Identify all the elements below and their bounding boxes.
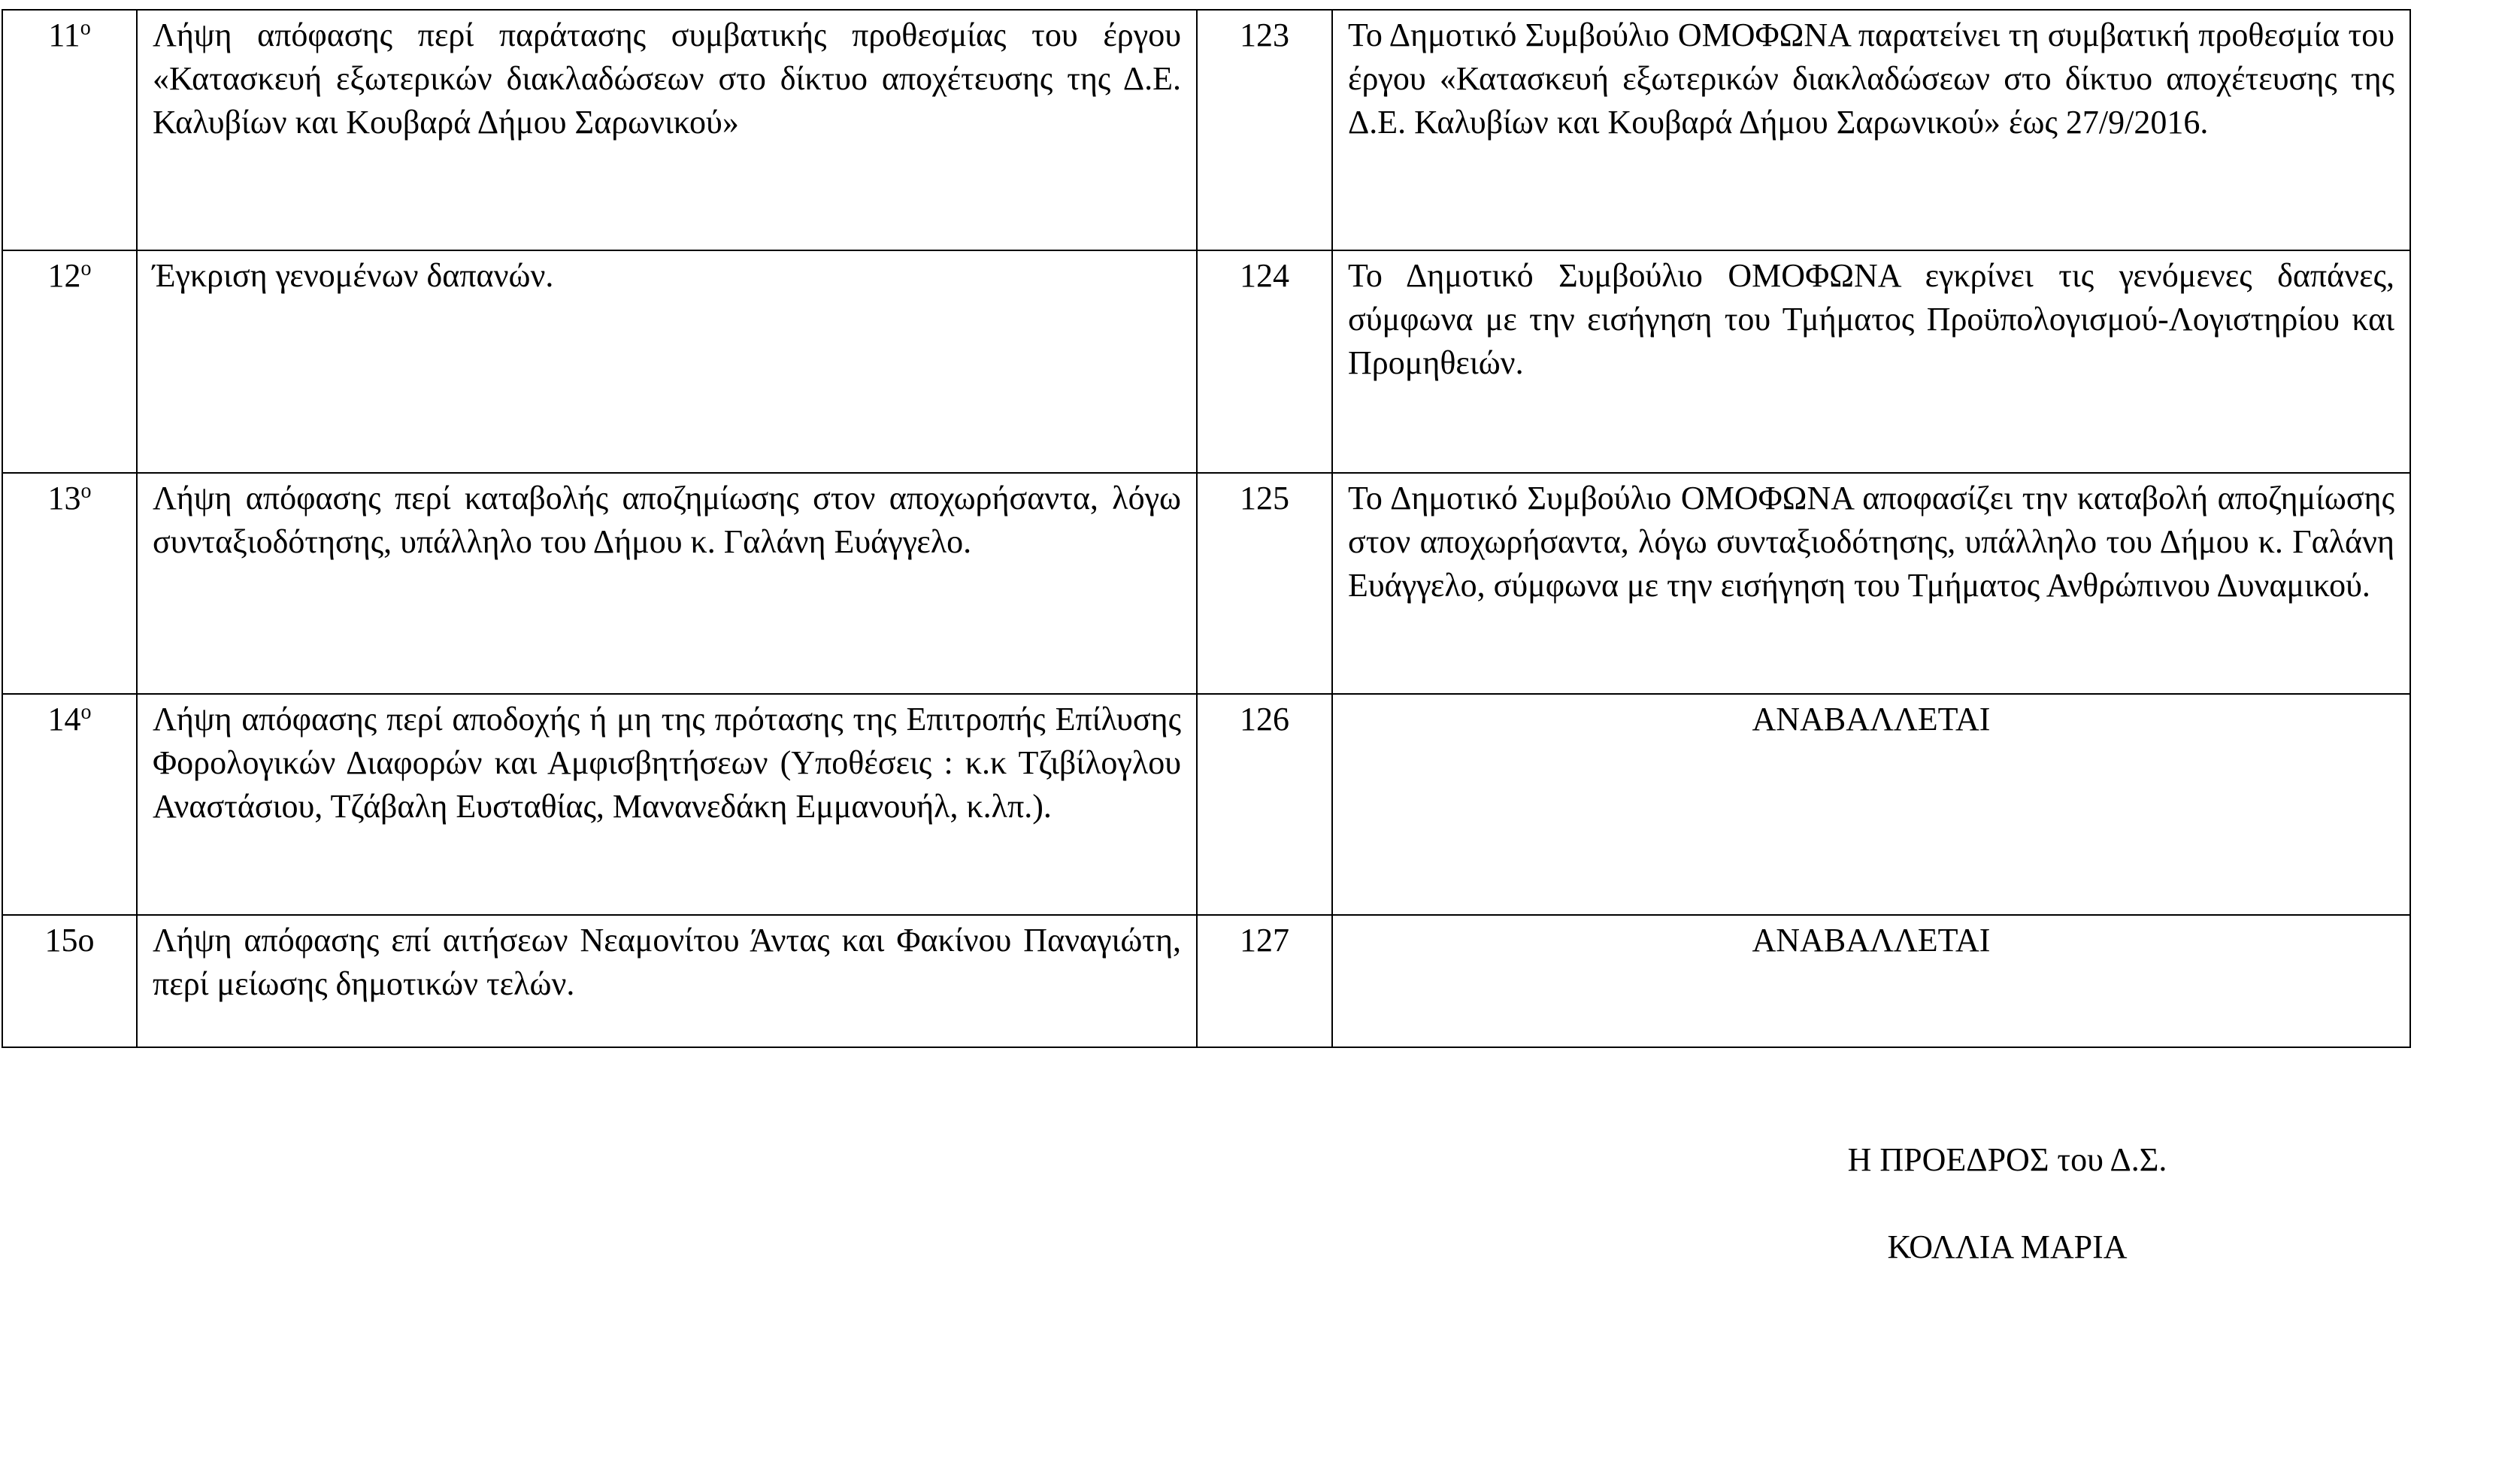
decision-number: 125	[1197, 473, 1332, 694]
decision-text: Το Δημοτικό Συμβούλιο ΟΜΟΦΩΝΑ αποφασίζει την καταβολή αποζημίωσης στον αποχωρήσαντα, λόγω συνταξιοδότησης, υπάλληλο του Δήμου κ. Γαλάνη Ευάγγελο, σύμφωνα με την εισήγηση του Τμήματος Ανθρώπινου Δυναμικού.	[1332, 473, 2410, 694]
item-number-suffix: ο	[80, 256, 92, 280]
item-number: 15ο	[44, 922, 95, 959]
item-subject: Λήψη απόφασης περί αποδοχής ή μη της πρότασης της Επιτροπής Επίλυσης Φορολογικών Διαφορών και Αμφισβητήσεων (Υποθέσεις : κ.κ Τζιβίλογλου Αναστάσιου, Τζάβαλη Ευσταθίας, Μανανεδάκη Εμμανουήλ, κ.λπ.).	[137, 694, 1197, 915]
decision-text: ΑΝΑΒΑΛΛΕΤΑΙ	[1332, 694, 2410, 915]
item-number-suffix: ο	[80, 16, 91, 40]
table-row	[2, 694, 2410, 915]
decisions-table	[2, 9, 2411, 1048]
decision-number: 126	[1197, 694, 1332, 915]
item-subject: Λήψη απόφασης περί παράτασης συμβατικής προθεσμίας του έργου «Κατασκευή εξωτερικών διακλαδώσεων στο δίκτυο αποχέτευσης της Δ.Ε. Καλυβίων και Κουβαρά Δήμου Σαρωνικού»	[137, 10, 1197, 250]
item-subject: Έγκριση γενομένων δαπανών.	[137, 250, 1197, 473]
item-number: 11	[48, 17, 80, 53]
item-number-suffix: ο	[80, 700, 92, 724]
signer-name: ΚΟΛΛΙΑ ΜΑΡΙΑ	[1887, 1228, 2128, 1265]
item-number-suffix: ο	[80, 479, 92, 503]
decision-text: Το Δημοτικό Συμβούλιο ΟΜΟΦΩΝΑ παρατείνει τη συμβατική προθεσμία του έργου «Κατασκευή εξωτερικών διακλαδώσεων στο δίκτυο αποχέτευσης της Δ.Ε. Καλυβίων και Κουβαρά Δήμου Σαρωνικού» έως 27/9/2016.	[1332, 10, 2410, 250]
item-subject: Λήψη απόφασης επί αιτήσεων Νεαμονίτου Άντας και Φακίνου Παναγιώτη, περί μείωσης δημοτικών τελών.	[137, 915, 1197, 1047]
table-row	[2, 10, 2410, 250]
decision-number: 127	[1197, 915, 1332, 1047]
decision-number: 123	[1197, 10, 1332, 250]
table-row	[2, 250, 2410, 473]
table-row	[2, 473, 2410, 694]
item-number-cell	[2, 694, 137, 915]
item-number: 13	[47, 480, 81, 516]
item-number-cell	[2, 473, 137, 694]
table-row	[2, 915, 2410, 1047]
item-number: 12	[47, 257, 81, 294]
item-number-cell	[2, 10, 137, 250]
decision-text: Το Δημοτικό Συμβούλιο ΟΜΟΦΩΝΑ εγκρίνει τις γενόμενες δαπάνες, σύμφωνα με την εισήγηση του Τμήματος Προϋπολογισμού-Λογιστηρίου και Προμηθειών.	[1332, 250, 2410, 473]
item-number-cell	[2, 915, 137, 1047]
signer-role: Η ΠΡΟΕΔΡΟΣ του Δ.Σ.	[1847, 1141, 2167, 1178]
item-number-cell	[2, 250, 137, 473]
item-number: 14	[47, 701, 81, 738]
item-subject: Λήψη απόφασης περί καταβολής αποζημίωσης στον αποχωρήσαντα, λόγω συνταξιοδότησης, υπάλληλο του Δήμου κ. Γαλάνη Ευάγγελο.	[137, 473, 1197, 694]
decision-text: ΑΝΑΒΑΛΛΕΤΑΙ	[1332, 915, 2410, 1047]
decision-number: 124	[1197, 250, 1332, 473]
